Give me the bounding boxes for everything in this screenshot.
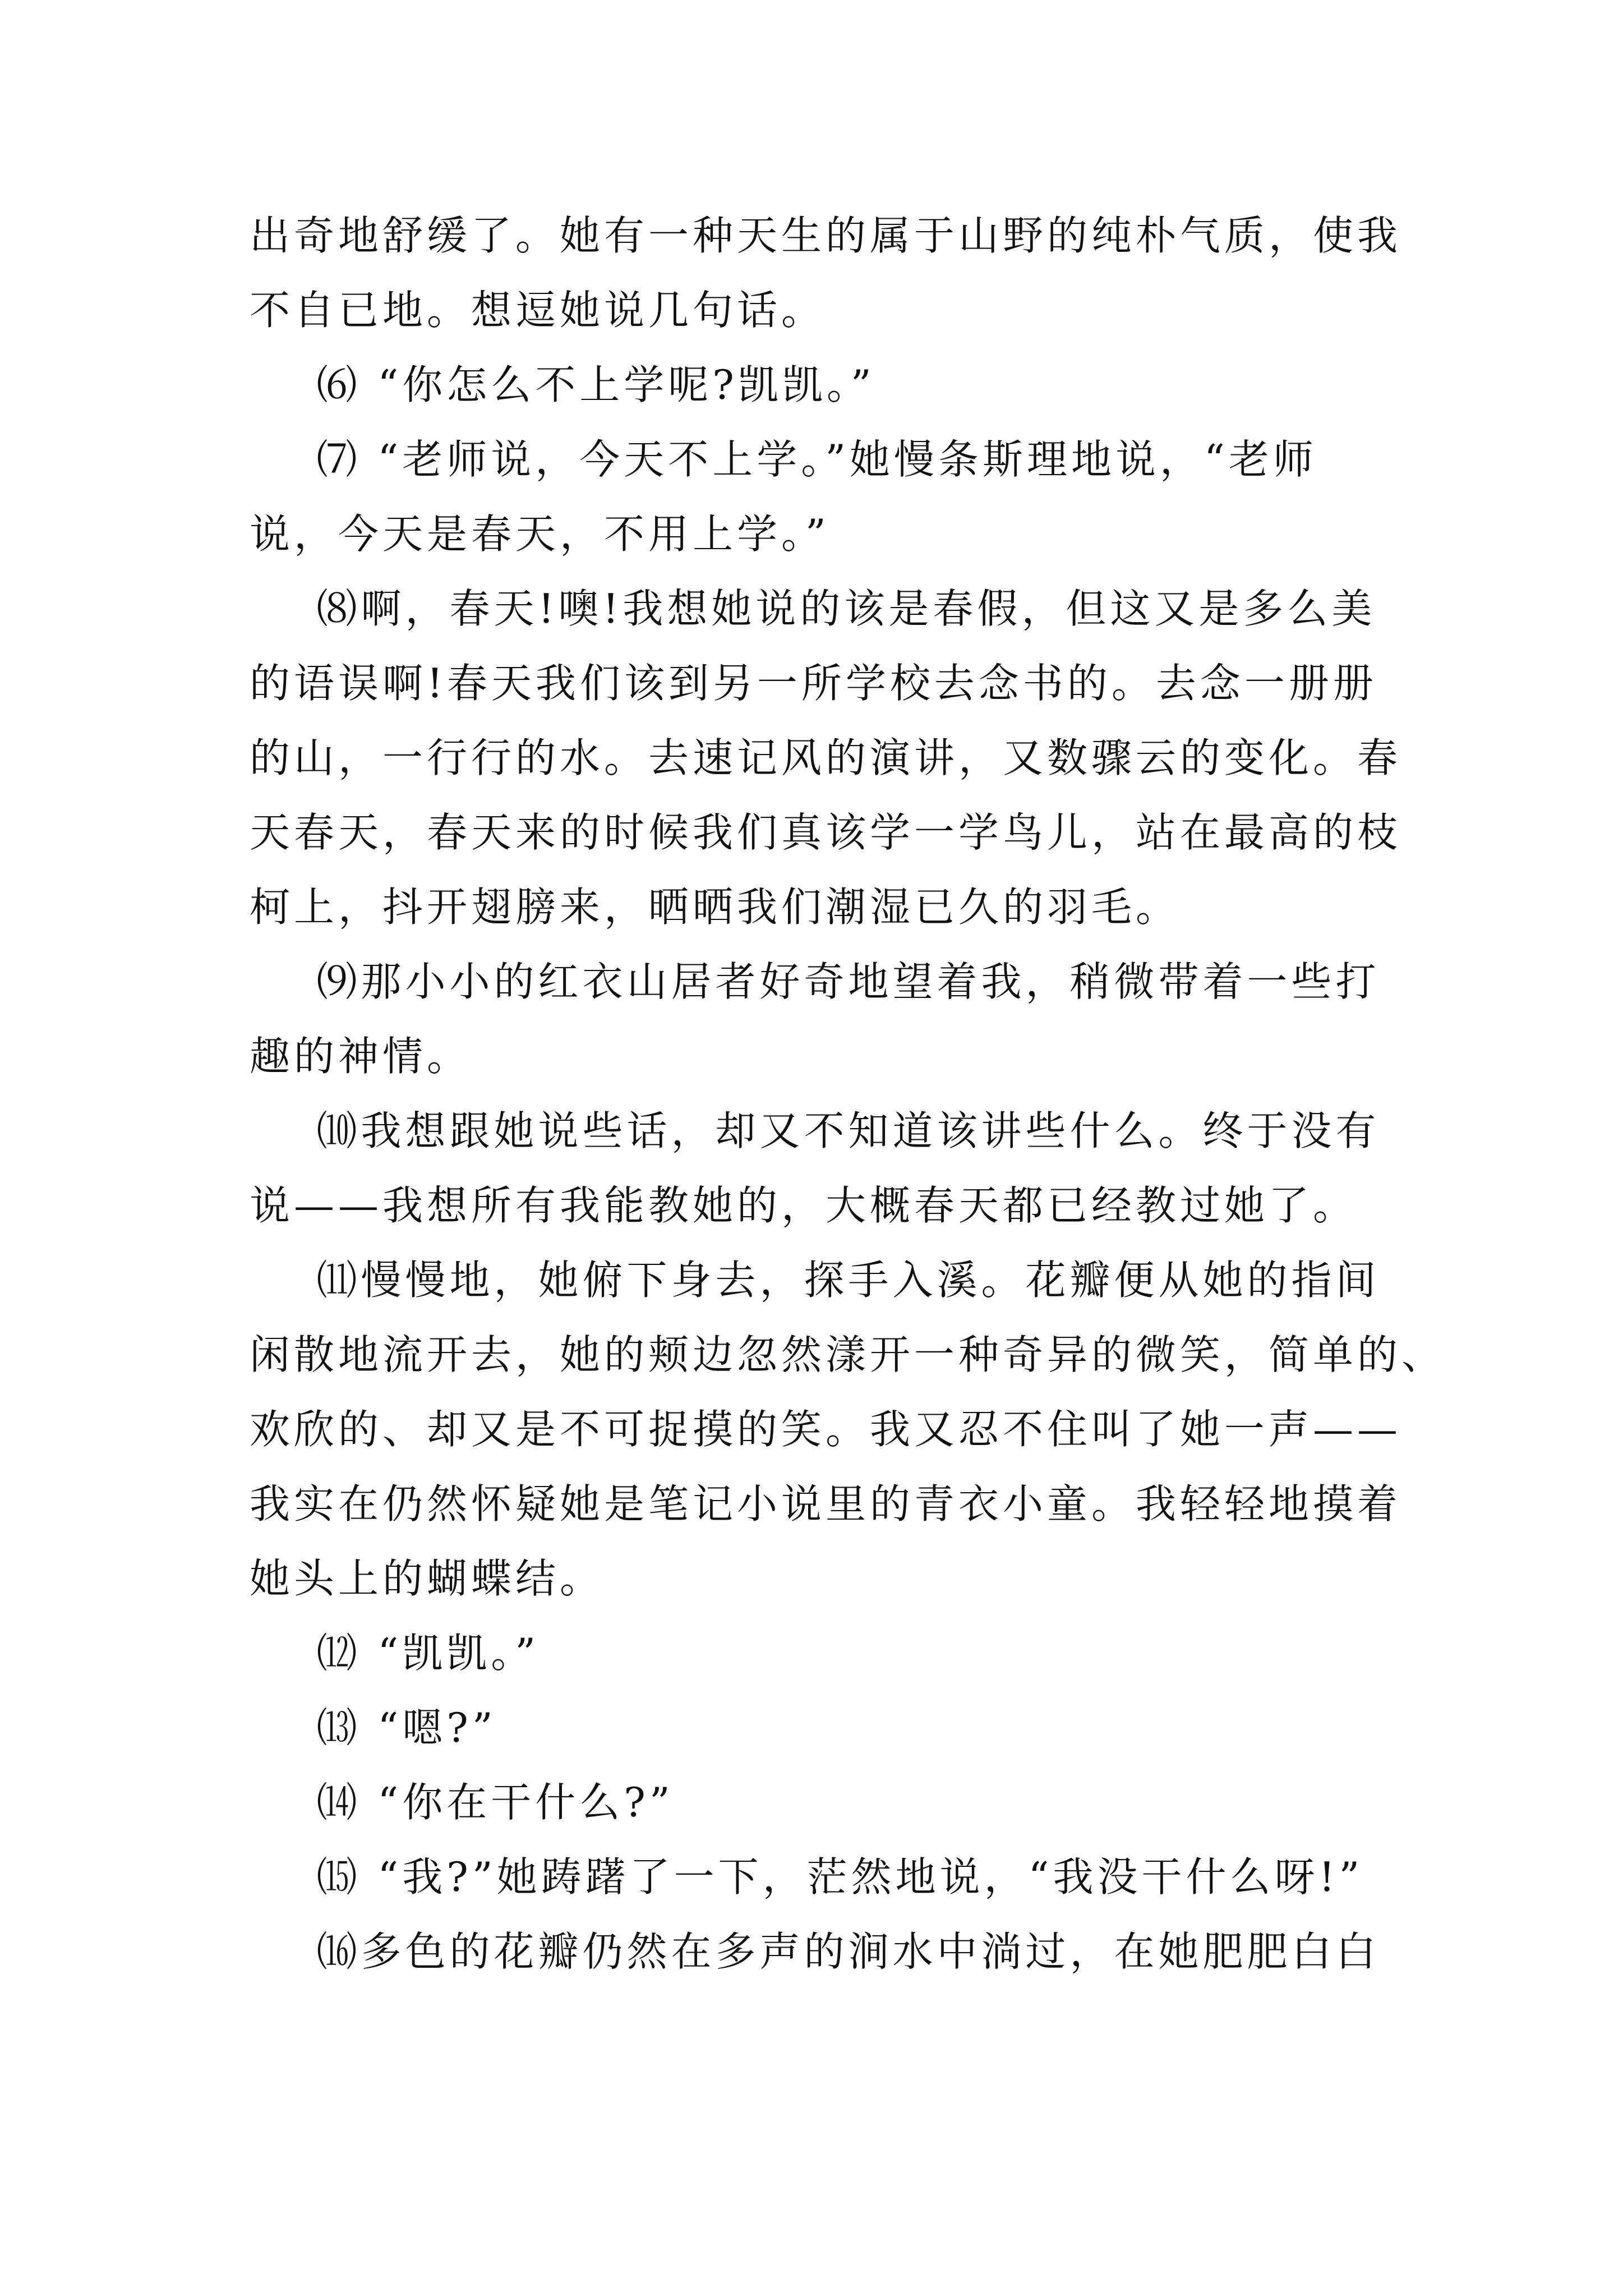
text-line: ⑻啊，春天!噢!我想她说的该是春假，但这又是多么美 <box>250 585 1376 632</box>
text-line: ⒂ “我?”她踌躇了一下，茫然地说，“我没干什么呀!” <box>250 1853 1364 1901</box>
text-line: 出奇地舒缓了。她有一种天生的属于山野的纯朴气质，使我 <box>250 212 1402 259</box>
text-line: ⑿ “凯凯。” <box>250 1630 540 1677</box>
text-line: ⒁ “你在干什么?” <box>250 1779 674 1826</box>
text-line: 不自已地。想逗她说几句话。 <box>250 287 826 334</box>
text-line: ⑼那小小的红衣山居者好奇地望着我，稍微带着一些打 <box>250 958 1380 1005</box>
text-line: 闲散地流开去，她的颊边忽然漾开一种奇异的微笑，简单的、 <box>250 1331 1446 1378</box>
text-line: ⑹ “你怎么不上学呢?凯凯。” <box>250 361 875 408</box>
text-line: 说，今天是春天，不用上学。” <box>250 510 830 558</box>
text-line: 的语误啊!春天我们该到另一所学校去念书的。去念一册册 <box>250 660 1377 707</box>
text-line: 欢欣的、却又是不可捉摸的笑。我又忍不住叫了她一声—— <box>250 1406 1402 1453</box>
text-line: 天春天，春天来的时候我们真该学一学鸟儿，站在最高的枝 <box>250 809 1402 856</box>
text-line: 柯上，抖开翅膀来，晒晒我们潮湿已久的羽毛。 <box>250 884 1181 931</box>
text-line: ⒃多色的花瓣仍然在多声的涧水中淌过，在她肥肥白白 <box>250 1928 1380 1975</box>
text-line: ⑺ “老师说，今天不上学。”她慢条斯理地说，“老师 <box>250 436 1317 483</box>
text-line: 的山，一行行的水。去速记风的演讲，又数骤云的变化。春 <box>250 734 1402 781</box>
text-line: ⒀ “嗯?” <box>250 1704 497 1751</box>
text-line: 说——我想所有我能教她的，大概春天都已经教过她了。 <box>250 1182 1358 1229</box>
text-line: 我实在仍然怀疑她是笔记小说里的青衣小童。我轻轻地摸着 <box>250 1480 1402 1527</box>
text-line: ⑽我想跟她说些话，却又不知道该讲些什么。终于没有 <box>250 1107 1380 1154</box>
text-line: 她头上的蝴蝶结。 <box>250 1555 605 1602</box>
text-line: 趣的神情。 <box>250 1033 472 1080</box>
text-line: ⑾慢慢地，她俯下身去，探手入溪。花瓣便从她的指间 <box>250 1257 1380 1304</box>
